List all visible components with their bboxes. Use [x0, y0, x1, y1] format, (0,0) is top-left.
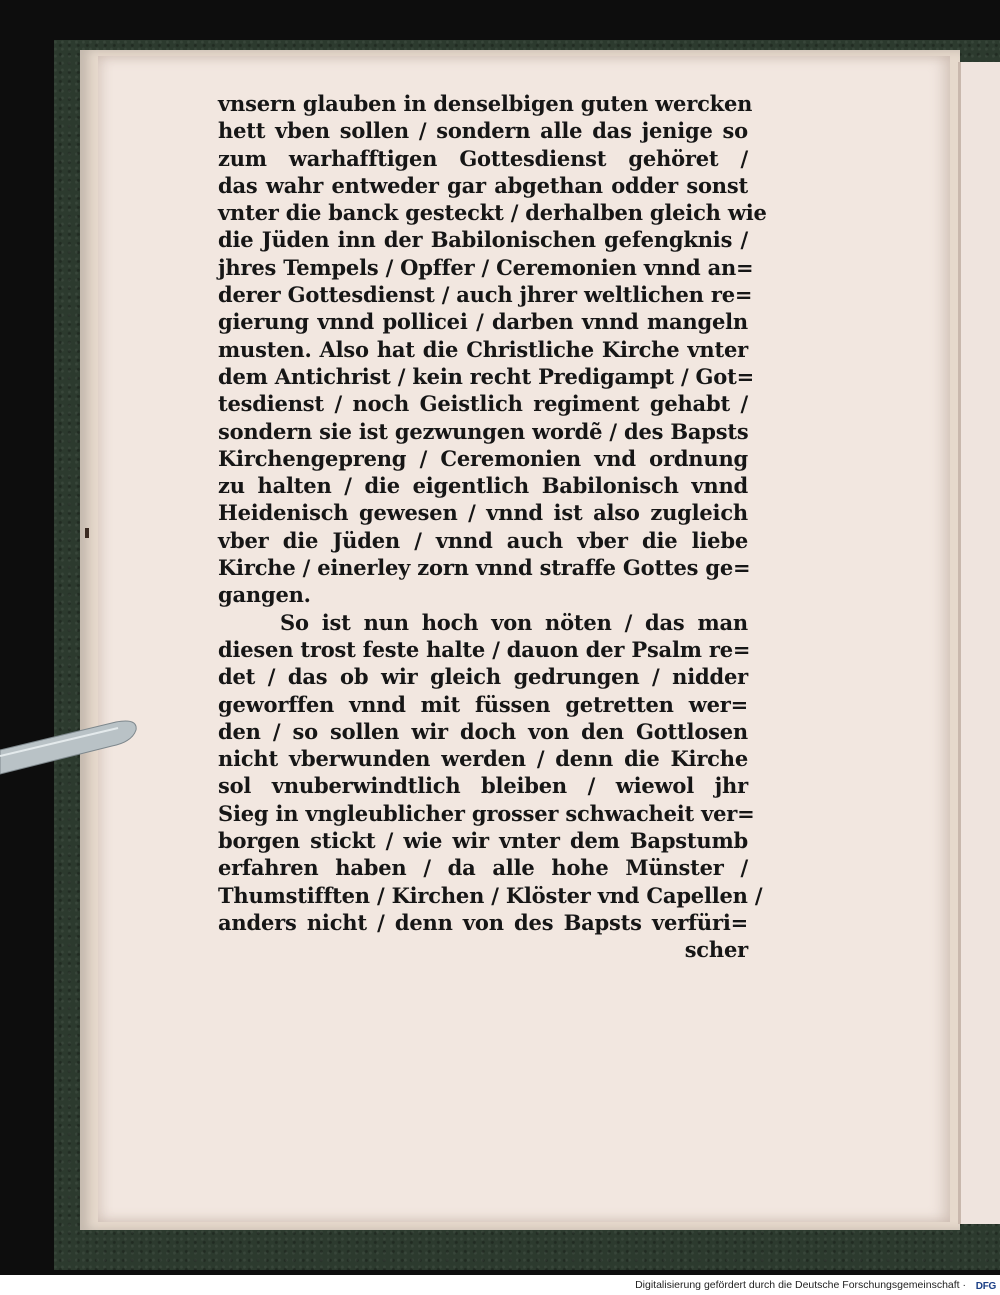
text-line: vnter die banck gesteckt / derhalben gleich wie [218, 200, 767, 226]
text-line: den / so sollen wir doch von den Gottlosen [218, 718, 748, 744]
digitization-credit: Digitalisierung gefördert durch die Deutsche Forschungsgemeinschaft · [635, 1279, 966, 1291]
text-line-paragraph-end: gangen. [218, 582, 311, 608]
text-line: vber die Jüden / vnnd auch vber die liebe [218, 527, 748, 553]
text-line: die Jüden inn der Babilonischen gefengknis / [218, 227, 748, 253]
text-line: vnsern glauben in denselbigen guten wercken [218, 91, 753, 116]
text-line: Sieg in vngleublicher grosser schwacheit ver= [218, 800, 755, 826]
text-line: tesdienst / noch Geistlich regiment gehabt / [218, 391, 748, 417]
page-holder-pointer [0, 716, 140, 776]
dfg-logo: DFG [975, 1281, 996, 1292]
page-text [218, 90, 767, 964]
text-line: zum warhafftigen Gottesdienst gehöret / [218, 145, 748, 171]
text-line: borgen stickt / wie wir vnter dem Bapstumb [218, 828, 748, 854]
text-line: derer Gottesdienst / auch jhrer weltlichen re= [218, 282, 753, 308]
next-page-edge [958, 62, 1000, 1224]
text-line: zu halten / die eigentlich Babilonisch vnnd [218, 473, 748, 499]
text-line: erfahren haben / da alle hohe Münster / [218, 855, 748, 881]
text-line: nicht vberwunden werden / denn die Kirche [218, 746, 748, 772]
text-line: dem Antichrist / kein recht Predigampt / Got= [218, 363, 754, 389]
page-mark [85, 528, 89, 538]
text-line: anders nicht / denn von des Bapsts verfüri= [218, 909, 748, 935]
text-line: musten. Also hat die Christliche Kirche vnter [218, 336, 748, 362]
catchword: scher [684, 937, 748, 963]
text-line: das wahr entweder gar abgethan odder sonst [218, 172, 748, 198]
text-line: hett vben sollen / sondern alle das jenige so [218, 118, 748, 144]
text-line: det / das ob wir gleich gedrungen / nidder [218, 664, 748, 690]
text-line: Kirche / einerley zorn vnnd straffe Gottes ge= [218, 555, 751, 581]
text-line: Heidenisch gewesen / vnnd ist also zugleich [218, 500, 748, 526]
text-line: Kirchengepreng / Ceremonien vnd ordnung [218, 445, 748, 471]
text-line: geworffen vnnd mit füssen getretten wer= [218, 691, 748, 717]
text-line: Thumstifften / Kirchen / Klöster vnd Capellen / [218, 882, 763, 908]
text-line: gierung vnnd pollicei / darben vnnd mangeln [218, 309, 748, 335]
text-line: jhres Tempels / Opffer / Ceremonien vnnd an= [218, 254, 754, 280]
text-line: sondern sie ist gezwungen wordẽ / des Bapsts [218, 418, 749, 444]
text-line: sol vnuberwindtlich bleiben / wiewol jhr [218, 773, 748, 799]
text-line-paragraph-start: So ist nun hoch von nöten / das man [280, 609, 748, 635]
text-line: diesen trost feste halte / dauon der Psalm re= [218, 636, 751, 662]
